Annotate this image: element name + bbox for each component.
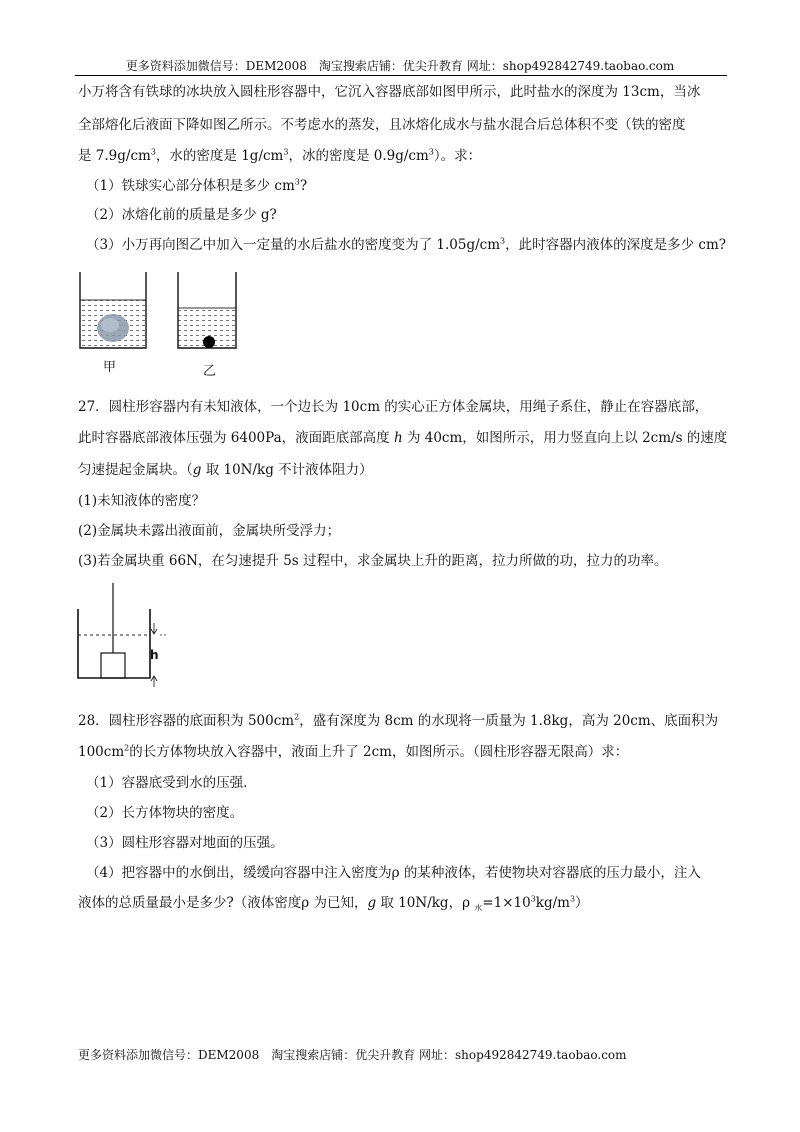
q28-line-2	[78, 740, 628, 760]
q28-area: 28．圆柱形容器的底面积为 500cm	[78, 713, 295, 729]
q28-desc: ，盛有深度为 8cm 的水现将一质量为 1.8kg，高为 20cm、底面积为	[299, 713, 719, 729]
ice-with-iron-ball	[97, 314, 129, 342]
q27-pressure: 此时容器底部液体压强为 6400Pa，液面距底部高度	[78, 430, 394, 446]
q28-sub-3: （3）圆柱形容器对地面的压强。	[86, 835, 284, 851]
q26-sub-2: （2）冰熔化前的质量是多少 g?	[86, 207, 277, 223]
q26-sub-1-text: （1）铁球实心部分体积是多少 cm	[86, 178, 295, 194]
q28-line-1	[78, 709, 718, 729]
q28-close: ）	[575, 895, 589, 911]
q26-sup: 3	[150, 147, 156, 157]
q28-exp-unit: 3	[569, 894, 576, 904]
q27-sub-3: (3)若金属块重 66N，在匀速提升 5s 过程中，求金属块上升的距离，拉力所做的功，拉力的功率。	[78, 553, 668, 569]
q28-g-value: 取 10N/kg，ρ	[376, 895, 475, 911]
container-yi	[178, 272, 236, 348]
q26-sup: 3	[428, 147, 434, 157]
q26-sub-3	[86, 233, 726, 253]
q27-speed: 为 40cm，如图所示，用力竖直向上以 2cm/s 的速度	[402, 430, 728, 446]
q27-h-symbol: h	[393, 430, 403, 446]
q27-line-3	[78, 458, 373, 478]
q27-metal-block	[101, 653, 125, 678]
q26-water-density: ，水的密度是 1g/cm	[155, 148, 284, 164]
q27-line-2	[78, 426, 727, 446]
q28-desc-2: 的长方体物块放入容器中，液面上升了 2cm，如图所示。（圆柱形容器无限高）求：	[129, 744, 629, 760]
q26-sub-3-text: （3）小万再向图乙中加入一定量的水后盐水的密度变为了 1.05g/cm	[86, 237, 500, 253]
q26-sub-1-end: ?	[299, 178, 308, 194]
q28-cont-text: 液体的总质量最小是多少?（液体密度ρ 为已知，	[78, 895, 368, 911]
header-rule	[75, 75, 727, 76]
q27-h-label: h	[150, 648, 159, 662]
caption-yi: 乙	[203, 364, 217, 379]
q26-sub-1	[86, 174, 307, 194]
q26-line-2: 全部熔化后液面下降如图乙所示。不考虑水的蒸发，且冰熔化成水与盐水混合后总体积不变（铁的密度	[78, 117, 686, 133]
q28-sub-2: （2）长方体物块的密度。	[86, 805, 244, 821]
q28-water-sub: 水	[474, 903, 483, 913]
caption-jia: 甲	[103, 360, 117, 375]
q26-line-1: 小万将含有铁球的冰块放入圆柱形容器中，它沉入容器底部如图甲所示，此时盐水的深度为 13cm，当冰	[78, 84, 701, 100]
q26-iron-density: 是 7.9g/cm	[78, 148, 151, 164]
q28-sub-4-cont	[78, 891, 589, 914]
q26-ask: ）。求：	[433, 148, 482, 164]
q27-g-value: 取 10N/kg 不计液体阻力）	[201, 462, 373, 478]
q28-sup: 2	[124, 743, 130, 753]
q26-sup: 3	[294, 177, 300, 187]
q28-block-area: 100cm	[78, 744, 125, 760]
q27-container	[78, 609, 150, 678]
q28-sup: 2	[294, 712, 300, 722]
container-jia	[80, 272, 146, 348]
q27-sub-2: (2)金属块未露出液面前，金属块所受浮力；	[78, 523, 341, 539]
q28-sub-1: （1）容器底受到水的压强.	[86, 775, 248, 791]
q27-line-1: 27．圆柱形容器内有未知液体，一个边长为 10cm 的实心正方体金属块，用绳子系住，静止在容器底部，	[78, 399, 709, 415]
q27-g-symbol: g	[192, 462, 202, 478]
page-header: 更多资料添加微信号：DEM2008 淘宝搜索店铺：优尖升教育 网址：shop492842749.taobao.com	[125, 59, 675, 73]
q28-exp: 3	[530, 894, 536, 904]
q27-figure	[70, 583, 180, 693]
q28-g-symbol: g	[367, 895, 377, 911]
q27-sub-1: (1)未知液体的密度？	[78, 493, 206, 509]
iron-ball	[203, 336, 215, 348]
q26-ice-density: ，冰的密度是 0.9g/cm	[288, 148, 429, 164]
q26-figure	[70, 268, 250, 378]
page-footer: 更多资料添加微信号：DEM2008 淘宝搜索店铺：优尖升教育 网址：shop492842749.taobao.com	[78, 1048, 627, 1062]
q26-sup: 3	[500, 236, 506, 246]
q28-unit: kg/m	[535, 895, 570, 911]
q26-sub-3-end: ，此时容器内液体的深度是多少 cm?	[505, 237, 726, 253]
q26-sup: 3	[283, 147, 289, 157]
q28-density-value: =1×10	[482, 895, 531, 911]
q26-line-3	[78, 144, 481, 164]
q27-lift: 匀速提起金属块。（	[78, 462, 193, 478]
q28-sub-4: （4）把容器中的水倒出，缓缓向容器中注入密度为ρ 的某种液体，若使物块对容器底的压力最小，注入	[86, 865, 701, 881]
